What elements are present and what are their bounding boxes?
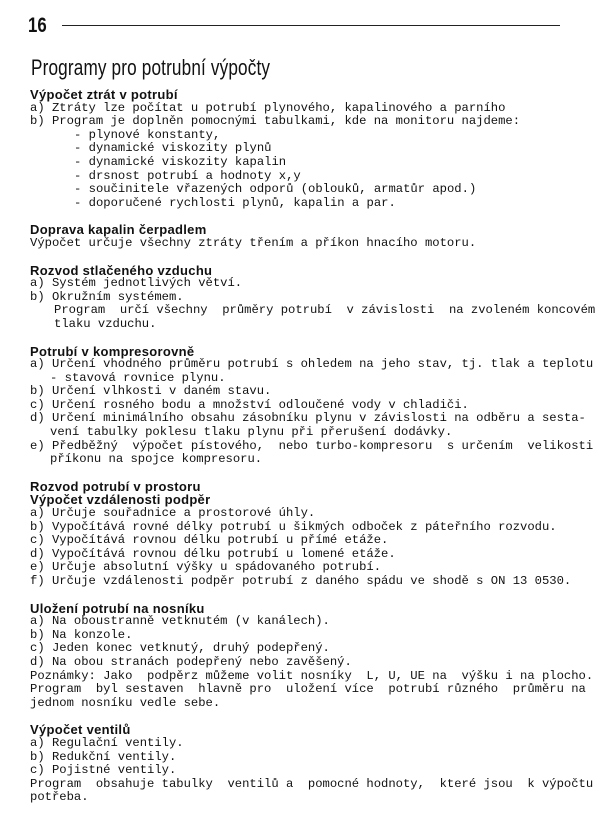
list-item: a) Určuje souřadnice a prostorové úhly. xyxy=(30,506,316,521)
section-kompresorovna xyxy=(30,343,594,467)
paragraph-line: jednom nosníku vedle sebe. xyxy=(30,695,221,710)
paragraph-line: Program obsahuje tabulky ventilů a pomocné hodnoty, které jsou k výpočtu xyxy=(30,776,594,791)
paragraph-line: Poznámky: Jako podpěrz můžeme volit nosníky L, U, UE na výšku i na plocho. xyxy=(30,668,594,683)
list-item: c) Jeden konec vetknutý, druhý podepřený. xyxy=(30,641,330,656)
bullet-item: - plynové konstanty, xyxy=(74,127,221,142)
document-body xyxy=(30,87,596,805)
list-item: a) Ztráty lze počítat u potrubí plynového, kapalinového a parního xyxy=(30,100,506,115)
paragraph-line: Program byl sestaven hlavně pro uložení více potrubí různého průměru na xyxy=(30,682,586,697)
section-ztrat xyxy=(30,88,575,210)
list-item: a) Na oboustranně vetknutém (v kanálech). xyxy=(30,614,330,629)
list-item: b) Vypočítává rovné délky potrubí u šikmých odboček z páteřního rozvodu. xyxy=(30,519,557,534)
list-item: e) Určuje absolutní výšky u spádovaného potrubí. xyxy=(30,560,382,575)
list-item: b) Program je doplněn pomocnými tabulkami, kde na monitoru najdeme: xyxy=(30,114,521,129)
section-heading: Potrubí v kompresorovně xyxy=(30,343,195,359)
section-heading: Rozvod potrubí v prostoru xyxy=(30,478,201,494)
paragraph-line: tlaku vzduchu. xyxy=(54,316,157,331)
paragraph-line: Program určí všechny průměry potrubí v závislosti na zvoleném koncovém xyxy=(54,303,596,318)
section-heading: Výpočet ztrát v potrubí xyxy=(30,87,178,102)
bullet-item: - doporučené rychlosti plynů, kapalin a par. xyxy=(74,195,396,210)
list-item: c) Vypočítává rovnou délku potrubí u přímé etáže. xyxy=(30,533,389,548)
bullet-item: - drsnost potrubí a hodnoty x,y xyxy=(74,168,301,183)
list-item: f) Určuje vzdálenosti podpěr potrubí z daného spádu ve shodě s ON 13 0530. xyxy=(30,574,572,588)
list-item: d) Vypočítává rovnou délku potrubí u lomené etáže. xyxy=(30,546,396,561)
bullet-item: - součinitele vřazených odporů (oblouků, armatůr apod.) xyxy=(74,182,477,197)
page-title: Programy pro potrubní výpočty xyxy=(31,55,271,80)
section-vzduch xyxy=(30,262,596,332)
header-rule xyxy=(62,25,560,26)
list-item: b) Určení vlhkosti v daném stavu. xyxy=(30,384,272,399)
section-nosnik xyxy=(30,600,594,711)
list-item: a) Regulační ventily. xyxy=(30,735,184,750)
section-prostor xyxy=(30,480,575,589)
section-heading: Rozvod stlačeného vzduchu xyxy=(30,262,213,278)
section-cerpadlo xyxy=(30,223,575,250)
list-item-continuation: příkonu na spojce kompresoru. xyxy=(50,452,263,467)
paragraph: Výpočet určuje všechny ztráty třením a příkon hnacího motoru. xyxy=(30,235,477,250)
list-item: b) Okružním systémem. xyxy=(30,289,184,304)
list-item: d) Určení minimálního obsahu zásobníku plynu v závislosti na odběru a sesta- xyxy=(30,411,586,426)
paragraph-line: potřeba. xyxy=(30,790,89,805)
section-heading: Výpočet ventilů xyxy=(30,722,131,738)
bullet-item: - dynamické viskozity kapalin xyxy=(74,154,287,169)
list-item-continuation: - stavová rovnice plynu. xyxy=(50,370,226,385)
bullet-item: - dynamické viskozity plynů xyxy=(74,141,272,156)
list-item: b) Na konzole. xyxy=(30,627,133,642)
section-heading: Uložení potrubí na nosníku xyxy=(30,600,205,616)
list-item: b) Redukční ventily. xyxy=(30,749,177,764)
list-item: c) Určení rosného bodu a množství odloučené vody v chladiči. xyxy=(30,397,469,412)
list-item-continuation: vení tabulky poklesu tlaku plynu při přerušení dodávky. xyxy=(50,425,453,440)
section-ventily xyxy=(30,722,594,805)
list-item: a) Systém jednotlivých větví. xyxy=(30,276,243,291)
list-item: e) Předběžný výpočet pístového, nebo turbo-kompresoru s určením velikosti xyxy=(30,438,594,453)
section-heading: Doprava kapalin čerpadlem xyxy=(30,222,207,238)
page-number: 16 xyxy=(28,14,47,37)
list-item: a) Určení vhodného průměru potrubí s ohledem na jeho stav, tj. tlak a teplotu xyxy=(30,357,594,372)
list-item: d) Na obou stranách podepřený nebo zavěšený. xyxy=(30,654,352,669)
section-subheading: Výpočet vzdálenosti podpěr xyxy=(30,492,211,508)
list-item: c) Pojistné ventily. xyxy=(30,763,177,778)
